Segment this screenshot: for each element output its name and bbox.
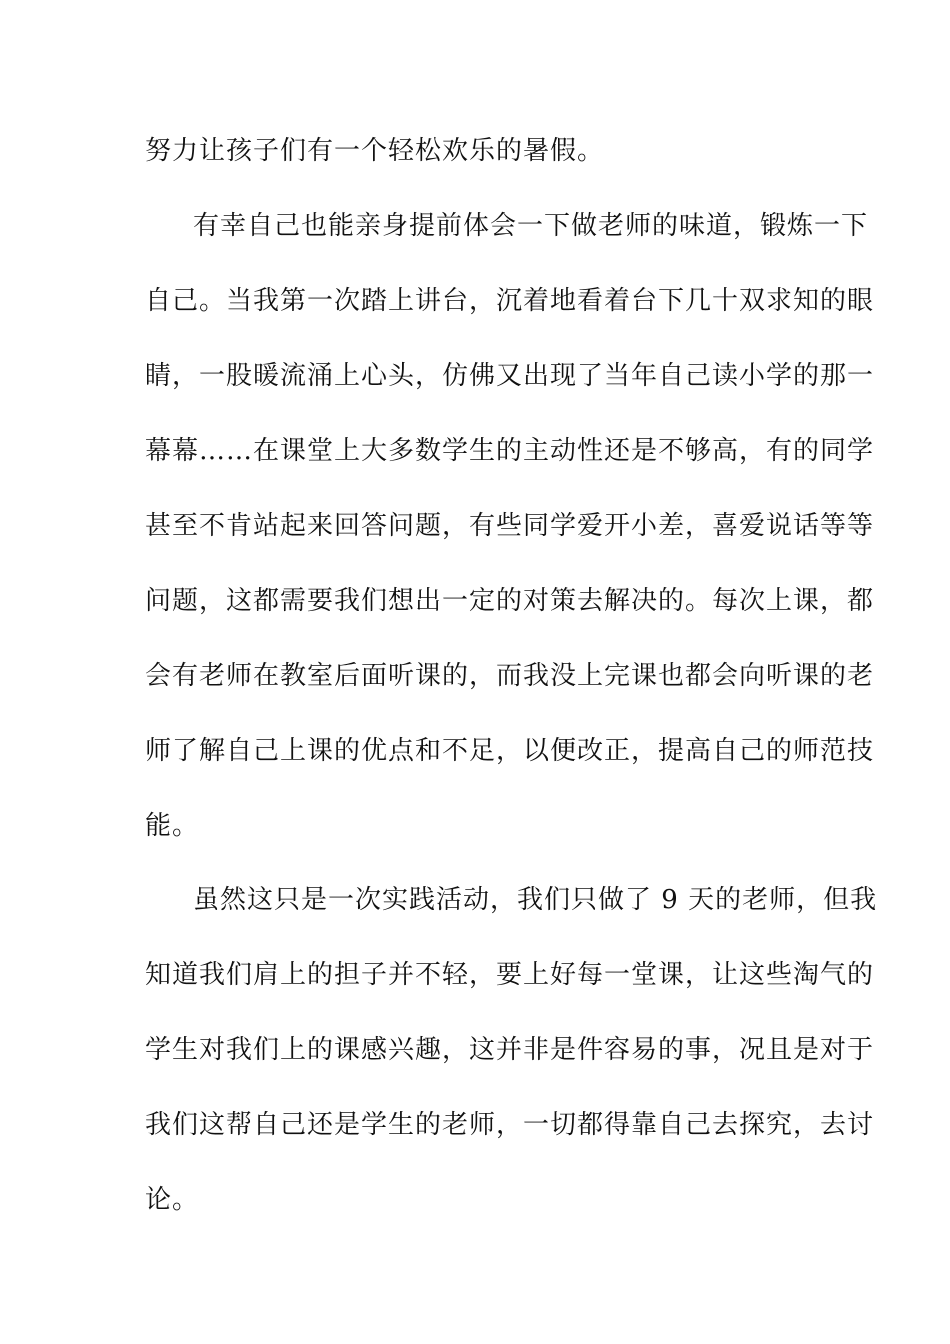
text-line-7: 问题，这都需要我们想出一定的对策去解决的。每次上课，都 [145, 586, 875, 616]
text-line-9: 师了解自己上课的优点和不足，以便改正，提高自己的师范技 [145, 736, 875, 766]
text-line-13: 学生对我们上的课感兴趣，这并非是件容易的事，况且是对于 [145, 1035, 875, 1065]
text-line-10: 能。 [145, 811, 200, 841]
text-line-1: 努力让孩子们有一个轻松欢乐的暑假。 [145, 136, 605, 166]
text-line-2: 有幸自己也能亲身提前体会一下做老师的味道，锻炼一下 [193, 211, 869, 241]
text-line-15: 论。 [145, 1185, 200, 1215]
text-line-4: 睛，一股暖流涌上心头，仿佛又出现了当年自己读小学的那一 [145, 361, 875, 391]
text-line-3: 自己。当我第一次踏上讲台，沉着地看着台下几十双求知的眼 [145, 286, 875, 316]
text-line-5: 幕幕……在课堂上大多数学生的主动性还是不够高，有的同学 [145, 436, 875, 466]
text-line-11: 虽然这只是一次实践活动，我们只做了 9 天的老师，但我 [193, 885, 878, 915]
text-line-8: 会有老师在教室后面听课的，而我没上完课也都会向听课的老 [145, 661, 875, 691]
text-line-6: 甚至不肯站起来回答问题，有些同学爱开小差，喜爱说话等等 [145, 511, 875, 541]
text-line-14: 我们这帮自己还是学生的老师，一切都得靠自己去探究，去讨 [145, 1110, 875, 1140]
text-line-12: 知道我们肩上的担子并不轻，要上好每一堂课，让这些淘气的 [145, 960, 875, 990]
